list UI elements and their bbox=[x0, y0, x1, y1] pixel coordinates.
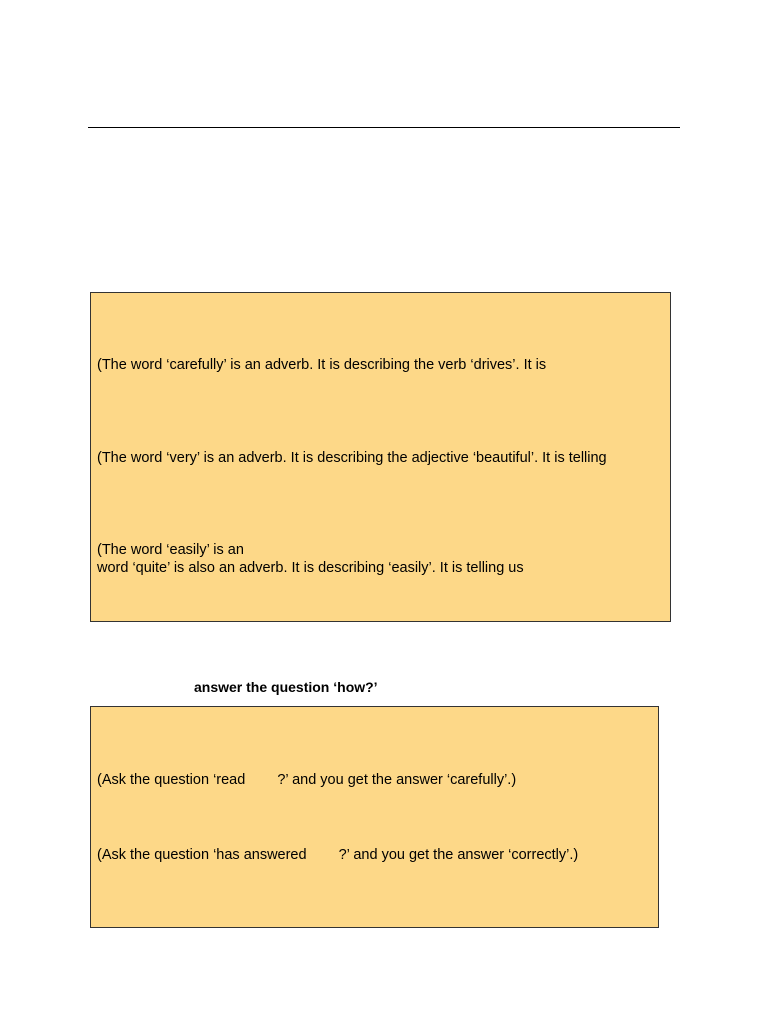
example-quite-text: word ‘quite’ is also an adverb. It is describing ‘easily’. It is telling us bbox=[97, 560, 524, 576]
example-easily-text: (The word ‘easily’ is an bbox=[97, 542, 244, 558]
ask-read-prefix: (Ask the question ‘read bbox=[97, 772, 246, 788]
example-carefully-text: (The word ‘carefully’ is an adverb. It is describing the verb ‘drives’. It is bbox=[97, 357, 547, 373]
top-horizontal-rule bbox=[88, 127, 680, 128]
ask-read-suffix: ?’ and you get the answer ‘carefully’.) bbox=[277, 772, 517, 788]
section-heading: answer the question ‘how?’ bbox=[194, 679, 378, 695]
how-question-box bbox=[90, 706, 659, 928]
ask-answered-prefix: (Ask the question ‘has answered bbox=[97, 847, 307, 863]
adverb-examples-box bbox=[90, 292, 671, 622]
ask-answered-suffix: ?’ and you get the answer ‘correctly’.) bbox=[338, 847, 579, 863]
ask-read-text bbox=[97, 771, 516, 789]
ask-answered-text bbox=[97, 846, 578, 864]
example-very-text: (The word ‘very’ is an adverb. It is describing the adjective ‘beautiful’. It is telling bbox=[97, 450, 607, 466]
